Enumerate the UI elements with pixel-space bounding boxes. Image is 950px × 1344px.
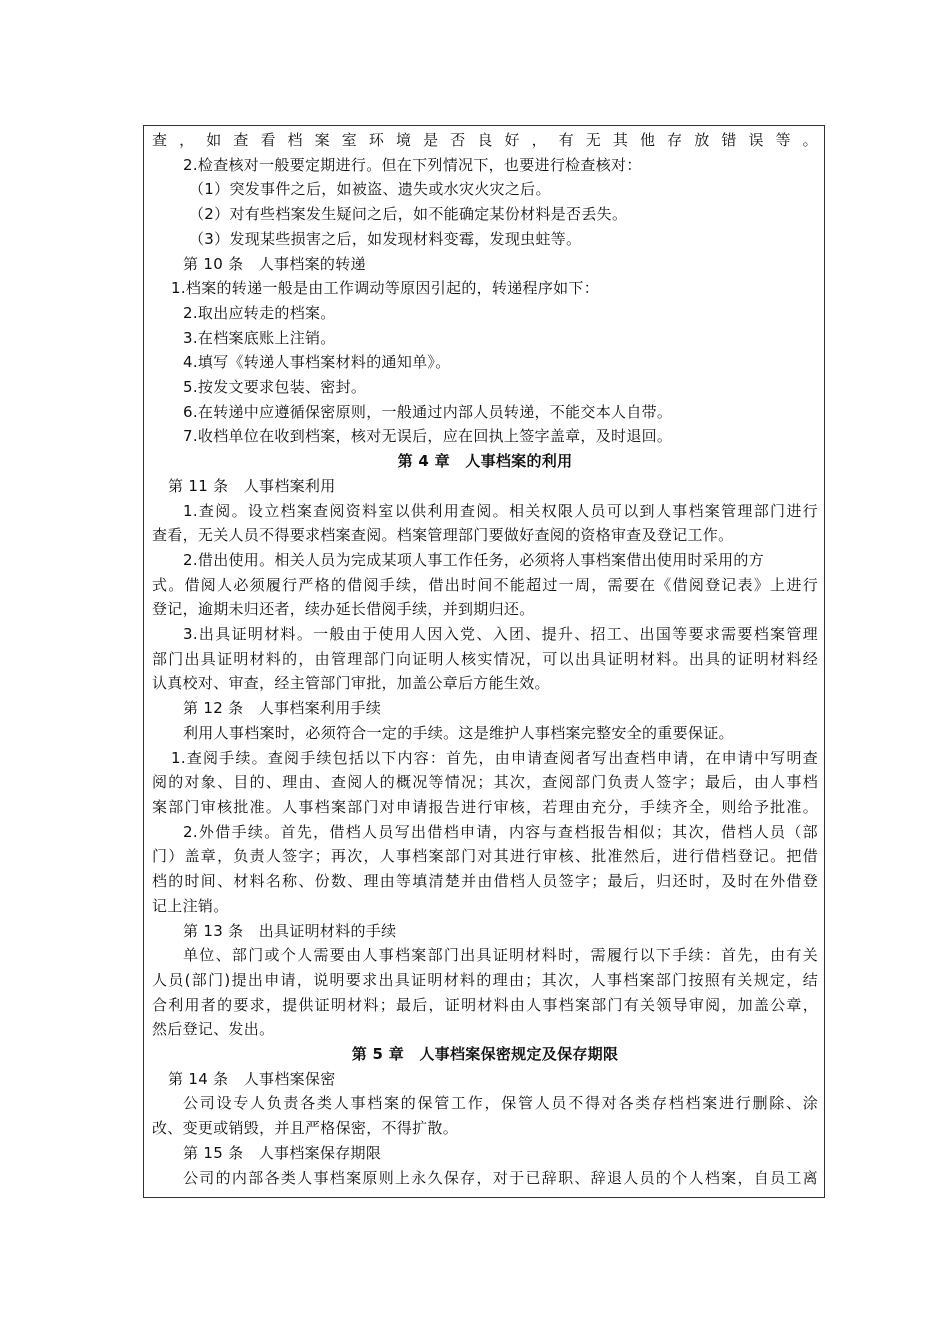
article-title: 第 12 条 人事档案利用手续 [183,699,382,718]
article-title: 第 10 条 人事档案的转递 [183,254,366,273]
text-line: 人员(部门)提出申请，说明要求出具证明材料的理由；其次，人事档案部门按照有关规定，结 [152,970,818,989]
text-line: 查看，无关人员不得要求档案查阅。档案管理部门要做好查阅的资格审查及登记工作。 [152,526,734,545]
text-line: 阅的对象、目的、理由、查阅人的概况等情况；其次，查阅部门负责人签字；最后，由人事档 [152,773,818,792]
chapter-heading: 第 4 章 人事档案的利用 [397,452,573,471]
list-item: 6.在转递中应遵循保密原则，一般通过内部人员转递，不能交本人自带。 [183,402,673,421]
article-title: 第 13 条 出具证明材料的手续 [183,921,397,940]
document-frame [143,125,825,1198]
list-item: 3.在档案底账上注销。 [183,328,336,347]
text-line: 认真校对、审查，经主管部门审批，加盖公章后方能生效。 [152,674,550,693]
text-line: 改、变更或销毁，并且严格保密，不得扩散。 [152,1119,459,1138]
text-line: 记上注销。 [152,896,229,915]
list-item: 4.填写《转递人事档案材料的通知单》。 [183,353,451,372]
text-line: 利用人事档案时，必须符合一定的手续。这是维护人事档案完整安全的重要保证。 [183,723,734,742]
text-line: 单位、部门或个人需要由人事档案部门出具证明材料时，需履行以下手续：首先，由有关 [183,946,818,965]
text-line: 查，如查看档案室环境是否良好，有无其他存放错误等。 [152,131,818,149]
text-line: 3.出具证明材料。一般由于使用人因入党、入团、提升、招工、出国等要求需要档案管理 [183,625,818,644]
text-line: 登记，逾期未归还者，续办延长借阅手续，并到期归还。 [152,600,535,619]
text-line: 档的时间、材料名称、份数、理由等填清楚并由借档人员签字；最后，归还时，及时在外借登 [152,872,818,891]
text-line: 公司的内部各类人事档案原则上永久保存，对于已辞职、辞退人员的个人档案，自员工离 [183,1168,818,1187]
list-item: （3）发现某些损害之后，如发现材料变霉，发现虫蛀等。 [189,229,582,248]
text-line: 1.查阅。设立档案查阅资料室以供利用查阅。相关权限人员可以到人事档案管理部门进行 [183,501,818,520]
text-line: 然后登记、发出。 [152,1020,275,1039]
text-line: 1.查阅手续。查阅手续包括以下内容：首先，由申请查阅者写出查档申请，在申请中写明查 [171,748,818,767]
document-body [152,128,818,1190]
text-line: 公司设专人负责各类人事档案的保管工作，保管人员不得对各类存档档案进行删除、涂 [183,1094,818,1113]
article-title: 第 14 条 人事档案保密 [168,1069,336,1088]
text-line: 部门出具证明材料的，由管理部门向证明人核实情况，可以出具证明材料。出具的证明材料经 [152,649,818,668]
list-item: 5.按发文要求包装、密封。 [183,378,367,397]
text-line: 式。借阅人必须履行严格的借阅手续，借出时间不能超过一周，需要在《借阅登记表》上进行 [152,575,818,594]
text-line: 案部门审核批准。人事档案部门对申请报告进行审核，若理由充分，手续齐全，则给予批准。 [152,797,818,816]
text-line: 2.外借手续。首先，借档人员写出借档申请，内容与查档报告相似；其次，借档人员（部 [183,822,818,841]
text-line: 2.检查核对一般要定期进行。但在下列情况下，也要进行检查核对： [183,155,642,174]
article-title: 第 15 条 人事档案保存期限 [183,1143,382,1162]
list-item: （2）对有些档案发生疑问之后，如不能确定某份材料是否丢失。 [189,205,628,224]
text-line: 1.档案的转递一般是由工作调动等原因引起的，转递程序如下： [171,279,600,298]
text-line: 2.借出使用。相关人员为完成某项人事工作任务，必须将人事档案借出使用时采用的方 [183,550,765,569]
text-line: 门）盖章，负责人签字；再次，人事档案部门对其进行审核、批准然后，进行借档登记。把借 [152,847,818,866]
list-item: （1）突发事件之后，如被盗、遗失或水灾火灾之后。 [189,180,551,199]
article-title: 第 11 条 人事档案利用 [168,476,336,495]
text-line: 合利用者的要求，提供证明材料；最后，证明材料由人事档案部门有关领导审阅，加盖公章， [152,995,818,1014]
list-item: 2.取出应转走的档案。 [183,303,336,322]
chapter-heading: 第 5 章 人事档案保密规定及保存期限 [351,1045,619,1064]
list-item: 7.收档单位在收到档案，核对无误后，应在回执上签字盖章，及时退回。 [183,427,673,446]
